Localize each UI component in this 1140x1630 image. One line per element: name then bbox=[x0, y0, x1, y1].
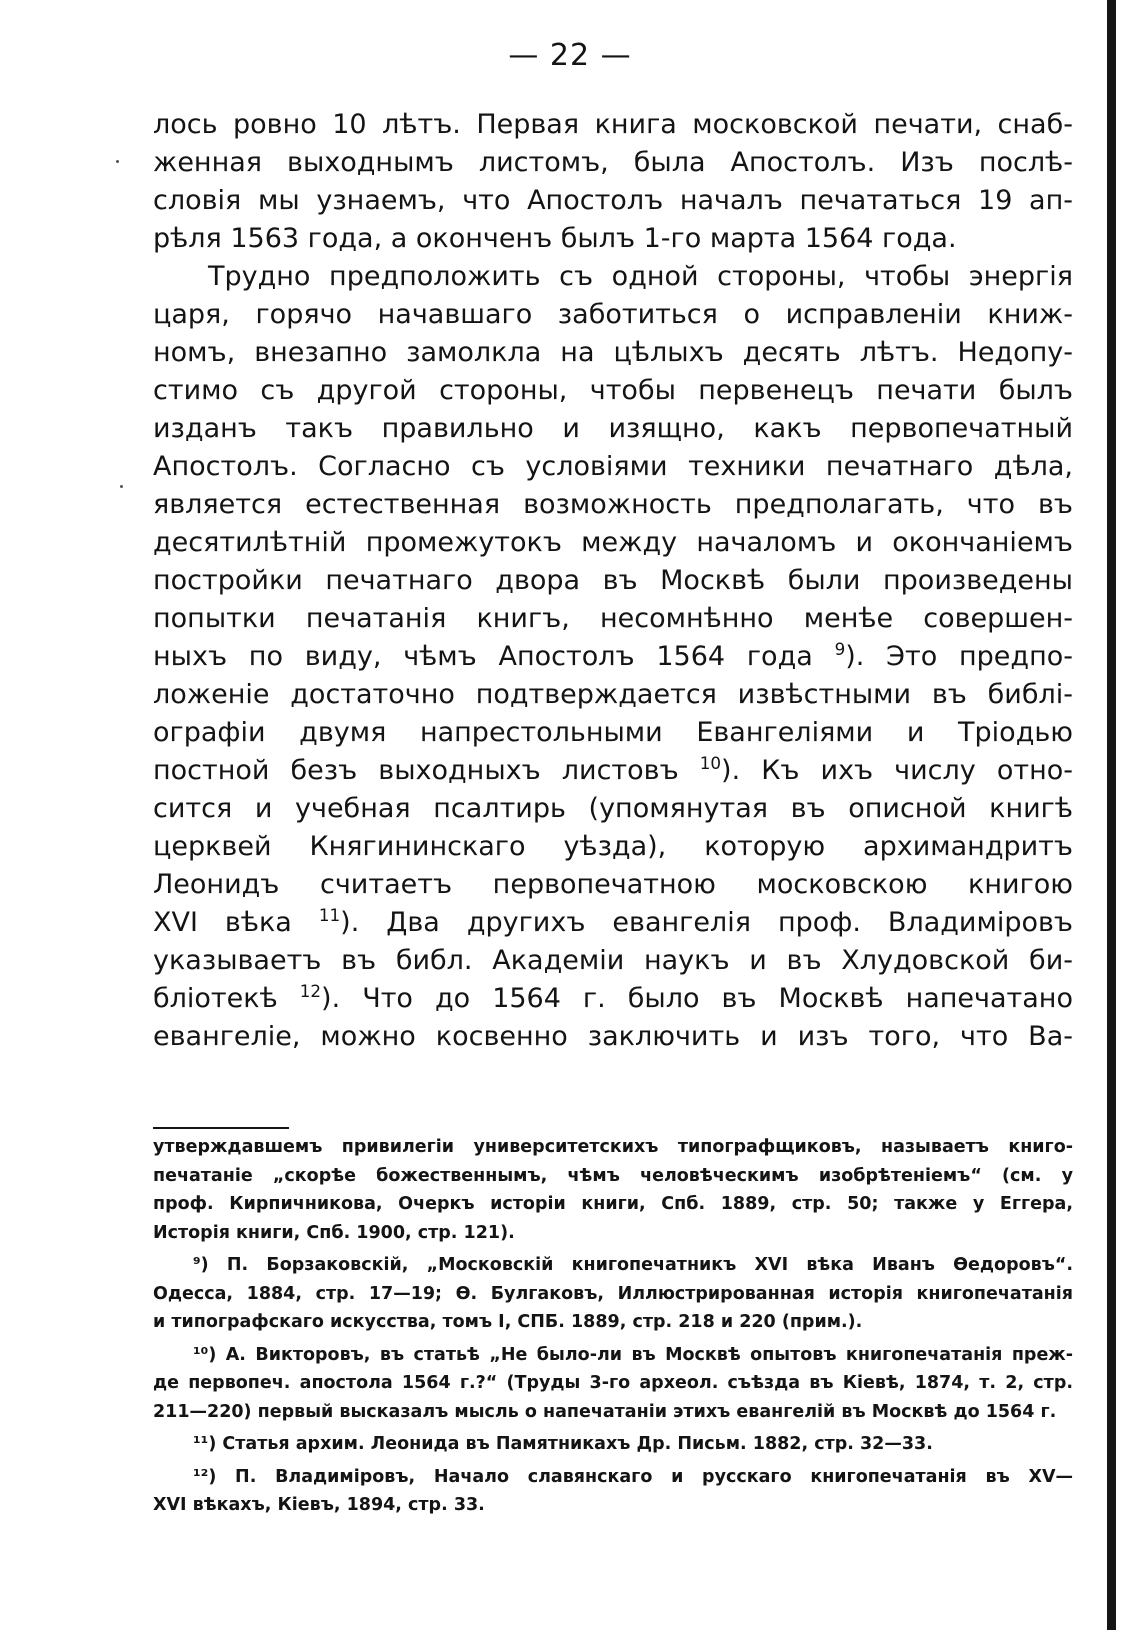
text-fragment: ныхъ по виду, чѣмъ Апостолъ 1564 года bbox=[153, 641, 813, 672]
footnote-ref-10: 10 bbox=[699, 753, 722, 773]
text-line: номъ, внезапно замолкла на цѣлыхъ десять лѣтъ. Недопу- bbox=[153, 337, 1073, 368]
text-fragment: ). Что до 1564 г. было въ Москвѣ напечатано bbox=[321, 983, 1073, 1014]
text-line: ложеніе достаточно подтверждается извѣстными въ библі- bbox=[153, 679, 1073, 710]
text-line: изданъ такъ правильно и изящно, какъ первопечатный bbox=[153, 413, 1073, 444]
text-fragment: бліотекѣ bbox=[153, 983, 278, 1014]
footnote-line: проф. Кирпичникова, Очеркъ исторіи книги, Спб. 1889, стр. 50; также у Еггера, bbox=[153, 1194, 1073, 1214]
text-line: лось ровно 10 лѣтъ. Первая книга московской печати, снаб- bbox=[153, 109, 1073, 140]
page-edge-rule bbox=[1107, 0, 1116, 1630]
text-line bbox=[153, 752, 1073, 790]
footnote-line: печатаніе „скорѣе божественнымъ, чѣмъ человѣческимъ изобрѣтеніемъ“ (см. у bbox=[153, 1165, 1073, 1186]
footnote-line: Исторія книги, Спб. 1900, стр. 121). bbox=[153, 1222, 515, 1243]
main-text bbox=[153, 106, 1073, 1056]
footnote-12: ¹²) П. Владиміровъ, Начало славянскаго и русскаго книгопечатанія въ XV— bbox=[193, 1466, 1073, 1487]
text-line: ографіи двумя напрестольными Евангеліями и Тріодью bbox=[153, 717, 1073, 748]
text-line: евангеліе, можно косвенно заключить и изъ того, что Ва- bbox=[153, 1021, 1073, 1052]
footnote-ref-12: 12 bbox=[299, 981, 322, 1001]
footnote-ref-11: 11 bbox=[318, 905, 341, 925]
text-line: попытки печатанія книгъ, несомнѣнно менѣе совершен- bbox=[153, 603, 1073, 634]
footnote-11: ¹¹) Статья архим. Леонида въ Памятникахъ Др. Письм. 1882, стр. 32—33. bbox=[193, 1434, 933, 1454]
text-line bbox=[153, 904, 1073, 942]
text-fragment: ). Два другихъ евангелія проф. Владиміровъ bbox=[340, 907, 1073, 938]
footnotes bbox=[153, 1133, 1073, 1520]
footnote-line: XVI вѣкахъ, Кіевъ, 1894, стр. 33. bbox=[153, 1495, 485, 1515]
footnote-9: ⁹) П. Борзаковскій, „Московскій книгопечатникъ XVI вѣка Иванъ Ѳедоровъ“. bbox=[193, 1255, 1073, 1275]
footnote-line: и типографскаго искусства, томъ I, СПБ. 1889, стр. 218 и 220 (прим.). bbox=[153, 1312, 863, 1332]
text-line: церквей Княгининскаго уѣзда), которую архимандритъ bbox=[153, 831, 1073, 862]
footnote-line: де первопеч. апостола 1564 г.?“ (Труды 3-го археол. съѣзда въ Кіевѣ, 1874, т. 2, стр. bbox=[153, 1373, 1073, 1393]
text-line: сится и учебная псалтирь (упомянутая въ описной книгѣ bbox=[153, 793, 1073, 824]
footnote-10: ¹⁰) А. Викторовъ, въ статьѣ „Не было-ли въ Москвѣ опытовъ книгопечатанія преж- bbox=[193, 1344, 1073, 1365]
text-fragment: ). Къ ихъ числу отно- bbox=[721, 755, 1073, 786]
text-line: царя, горячо начавшаго заботиться о исправленіи книж- bbox=[153, 299, 1073, 330]
text-line: рѣля 1563 года, а оконченъ былъ 1-го марта 1564 года. bbox=[153, 223, 957, 254]
footnote-line: Одесса, 1884, стр. 17—19; Ѳ. Булгаковъ, Иллюстрированная исторія книгопечатанія bbox=[153, 1283, 1073, 1304]
text-line: Апостолъ. Согласно съ условіями техники печатнаго дѣла, bbox=[153, 451, 1073, 482]
scan-speck bbox=[116, 160, 119, 163]
text-fragment: XVI вѣка bbox=[153, 907, 292, 938]
text-line: десятилѣтній промежутокъ между началомъ и окончаніемъ bbox=[153, 527, 1073, 558]
text-line bbox=[153, 638, 1073, 676]
text-line: является естественная возможность предполагать, что въ bbox=[153, 489, 1073, 520]
text-line bbox=[153, 980, 1073, 1018]
page-number: — 22 — bbox=[508, 38, 632, 73]
footnote-ref-9: 9 bbox=[834, 639, 846, 659]
footnote-line: утверждавшемъ привилегіи университетскихъ типографщиковъ, называетъ книго- bbox=[153, 1137, 1073, 1157]
text-line: Трудно предположить съ одной стороны, чтобы энергія bbox=[208, 261, 1073, 292]
footnote-line: 211—220) первый высказалъ мысль о напечатаніи этихъ евангелій въ Москвѣ до 1564 г. bbox=[153, 1401, 1057, 1422]
text-fragment: ). Это предпо- bbox=[845, 641, 1073, 672]
text-line: стимо съ другой стороны, чтобы первенецъ печати былъ bbox=[153, 375, 1073, 406]
scan-speck bbox=[120, 485, 123, 488]
text-fragment: постной безъ выходныхъ листовъ bbox=[153, 755, 679, 786]
text-line: указываетъ въ библ. Академіи наукъ и въ Хлудовской би- bbox=[153, 945, 1073, 976]
text-line: постройки печатнаго двора въ Москвѣ были произведены bbox=[153, 565, 1073, 596]
text-line: Леонидъ считаетъ первопечатною московскою книгою bbox=[153, 869, 1073, 900]
text-line: словія мы узнаемъ, что Апостолъ началъ печататься 19 ап- bbox=[153, 185, 1073, 216]
text-line: женная выходнымъ листомъ, была Апостолъ. Изъ послѣ- bbox=[153, 147, 1073, 178]
footnote-separator bbox=[153, 1127, 289, 1129]
